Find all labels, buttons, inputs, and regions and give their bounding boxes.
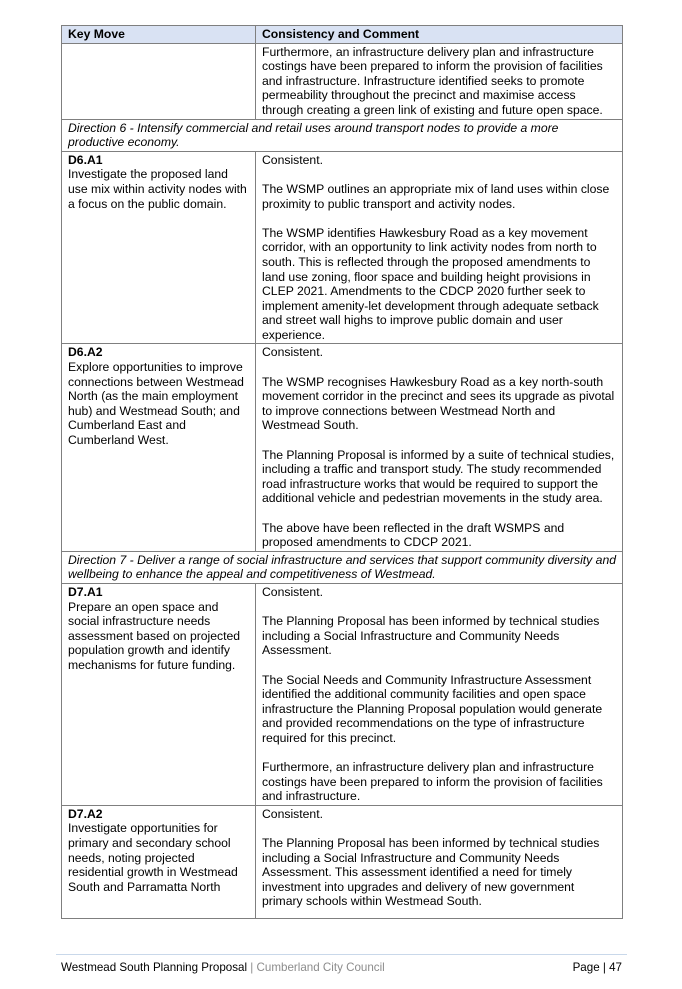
comment-paragraph: The above have been reflected in the draft WSMPS and proposed amendments to CDCP 2021. [262,520,565,550]
comment-paragraph: The Planning Proposal has been informed by technical studies including a Social Infrastructure and Community Needs Assessment. This assessment identified a need for timely investment into upgrades and delivery of new government primary schools within Westmead South. [262,836,600,909]
key-move-code: D7.A2 [68,806,103,821]
comment-paragraph: Furthermore, an infrastructure delivery plan and infrastructure costings have been prepared to inform the provision of facilities and infrastructure. Infrastructure identified seeks to promote permeability throughout the precinct and maximise access through creating a green link of existing and future open space. [262,44,603,117]
comment-paragraph: The Planning Proposal is informed by a suite of technical studies, including a traffic and transport study. The study recommended road infrastructure works that would be required to support the additional vehicle and pedestrian movements in the study area. [262,447,615,506]
key-move-code: D7.A1 [68,584,103,599]
table-row-d6a2 [62,344,623,551]
footer-separator: | [250,961,254,974]
key-move-cell [62,151,256,344]
comment-paragraph: Consistent. [262,152,323,167]
comment-paragraph: The WSMP identifies Hawkesbury Road as a key movement corridor, with an opportunity to link activity nodes from north to south. This is reflected through the proposed amendments to land use zoning, floor space and building height provisions in CLEP 2021. Amendments to the CDCP 2020 further seek to implement amenity-let development through adequate setback and street wall highs to improve public domain and user experience. [262,225,599,342]
table-row-d7a2 [62,805,623,918]
table-row-d6a1 [62,151,623,344]
comment-paragraph: The Planning Proposal has been informed by technical studies including a Social Infrastructure and Community Needs Assessment. [262,614,600,658]
direction-row [62,551,623,583]
key-move-text: Investigate opportunities for primary and secondary school needs, noting projected residential growth in Westmead South and Parramatta North [68,821,238,894]
consistency-table [61,25,623,919]
footer-document-title: Westmead South Planning Proposal [61,961,248,974]
comment-paragraph: Furthermore, an infrastructure delivery plan and infrastructure costings have been prepared to inform the provision of facilities and infrastructure. [262,760,603,804]
key-move-cell [62,583,256,805]
comment-cell [256,43,623,119]
comment-paragraph: Consistent. [262,584,323,599]
key-move-cell [62,805,256,918]
footer-divider [56,954,627,955]
page-number: Page | 47 [572,961,622,974]
key-move-cell [62,344,256,551]
header-key-move: Key Move [62,26,256,44]
key-move-code: D6.A1 [68,152,103,167]
comment-paragraph: The Social Needs and Community Infrastructure Assessment identified the additional community facilities and open space infrastructure the Planning Proposal population would generate and provided recommendations on the type of infrastructure required for this precinct. [262,672,603,745]
table-row-continuation [62,43,623,119]
comment-paragraph: Consistent. [262,345,323,360]
table-row-d7a1 [62,583,623,805]
direction-6-text: Direction 6 - Intensify commercial and retail uses around transport nodes to provide a more productive economy. [62,119,623,151]
header-consistency-comment: Consistency and Comment [256,26,623,44]
comment-paragraph: Consistent. [262,806,323,821]
comment-cell [256,344,623,551]
key-move-text: Prepare an open space and social infrastructure needs assessment based on projected population growth and identify mechanisms for future funding. [68,599,241,672]
footer-council-name: Cumberland City Council [256,961,385,974]
table-header-row [62,26,623,44]
key-move-text: Explore opportunities to improve connections between Westmead North (as the main employment hub) and Westmead South; and Cumberland East and Cumberland West. [68,360,244,448]
comment-paragraph: The WSMP outlines an appropriate mix of land uses within close proximity to public transport and activity nodes. [262,181,610,211]
key-move-code: D6.A2 [68,345,103,360]
comment-cell [256,583,623,805]
comment-paragraph: The WSMP recognises Hawkesbury Road as a key north-south movement corridor in the precinct and sees its upgrade as pivotal to improve connections between Westmead North and Westmead South. [262,374,615,433]
comment-cell [256,151,623,344]
key-move-text: Investigate the proposed land use mix within activity nodes with a focus on the public domain. [68,167,247,211]
direction-row [62,119,623,151]
comment-cell [256,805,623,918]
key-move-cell [62,43,256,119]
footer-left [61,961,385,975]
direction-7-text: Direction 7 - Deliver a range of social infrastructure and services that support community diversity and wellbeing to enhance the appeal and competitiveness of Westmead. [62,551,623,583]
